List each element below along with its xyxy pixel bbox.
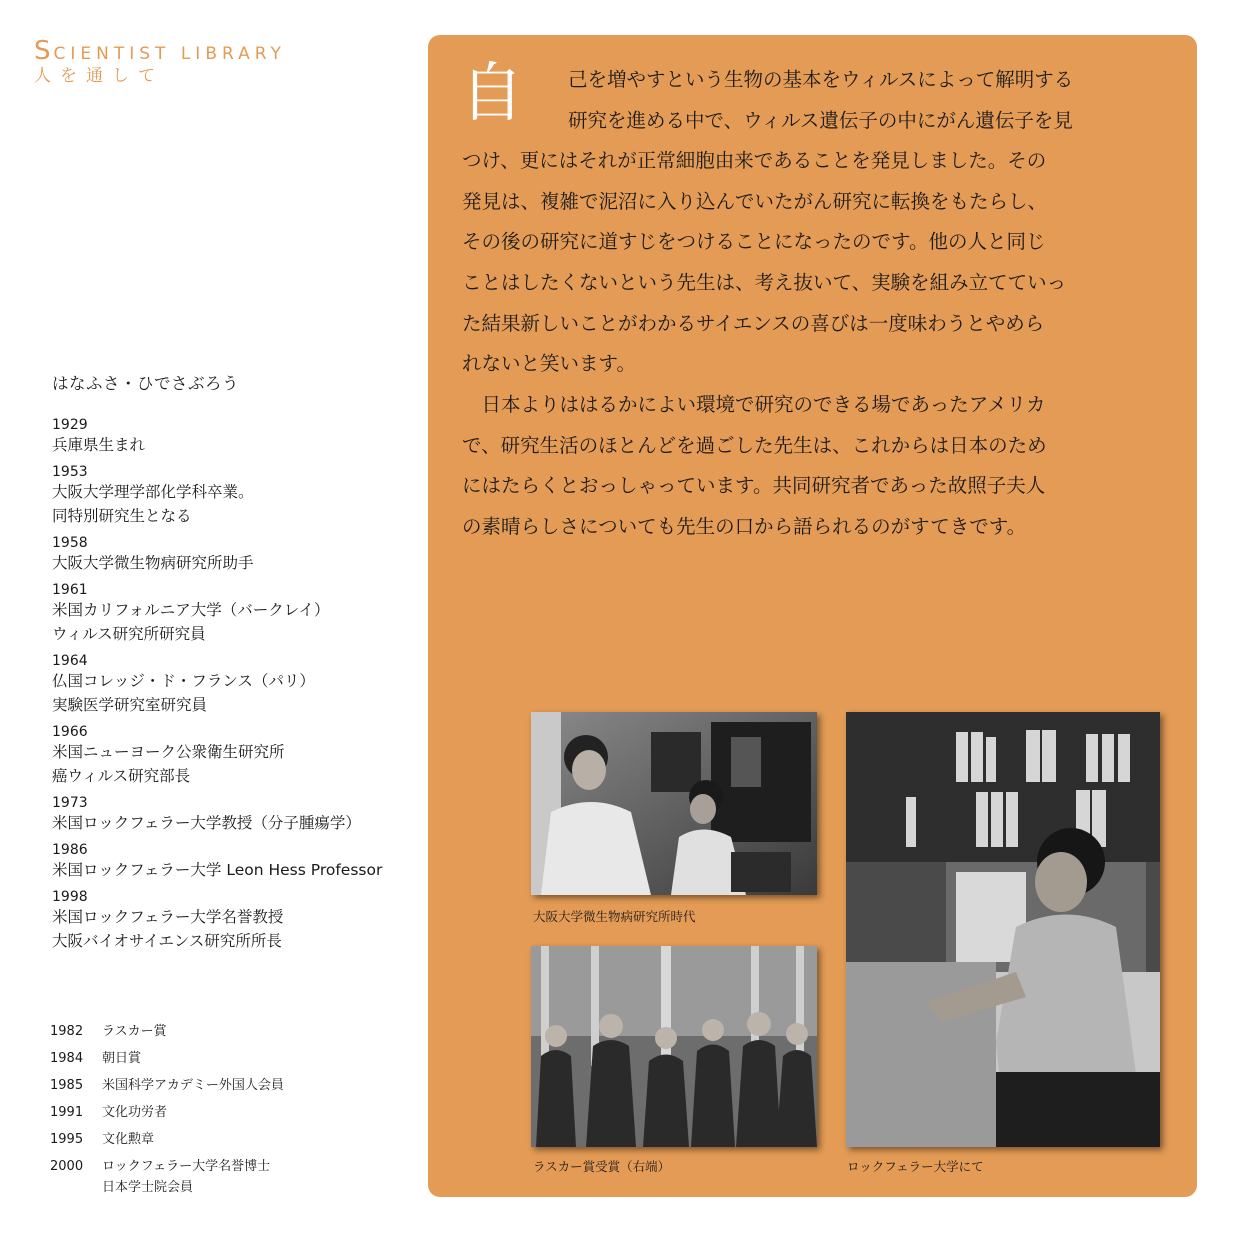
name-reading: はなふさ・ひでさぶろう [52, 374, 239, 393]
essay-line: つけ、更にはそれが正常細胞由来であることを発見しました。その [462, 149, 1047, 173]
essay-line: にはたらくとおっしゃっています。共同研究者であった故照子夫人 [462, 474, 1046, 498]
timeline-text: 実験医学研究室研究員 [52, 696, 208, 714]
timeline-entry [52, 724, 432, 788]
essay-line: れないと笑います。 [462, 352, 636, 376]
timeline-entry [52, 889, 432, 953]
award-name: 文化勲章 [102, 1132, 155, 1147]
timeline-entry [52, 582, 432, 646]
timeline-year: 1966 [52, 724, 88, 740]
timeline-text: 米国ロックフェラー大学 Leon Hess Professor [52, 861, 383, 879]
timeline-entry [52, 535, 432, 575]
award-item [50, 1072, 284, 1099]
award-name: 米国科学アカデミー外国人会員 [102, 1078, 284, 1093]
timeline-year: 1973 [52, 795, 88, 811]
timeline-year: 1958 [52, 535, 88, 551]
award-year: 1991 [50, 1105, 84, 1120]
timeline-text: 米国カリフォルニア大学（バークレイ） [52, 601, 330, 619]
award-name: 文化功労者 [102, 1105, 168, 1120]
drop-cap: 自 [460, 57, 524, 131]
award-year: 2000 [50, 1159, 84, 1174]
award-year: 1995 [50, 1132, 84, 1147]
timeline-year: 1929 [52, 417, 88, 433]
photo-rockefeller [846, 712, 1160, 1147]
essay-line: 研究を進める中で、ウィルス遺伝子の中にがん遺伝子を見 [568, 108, 1073, 132]
timeline-entry [52, 653, 432, 717]
award-name: 朝日賞 [102, 1051, 142, 1066]
photo-lasker-award [531, 946, 817, 1147]
award-year: 1985 [50, 1078, 84, 1093]
photo-osaka-lab [531, 712, 817, 895]
essay-line: 日本よりははるかによい環境で研究のできる場であったアメリカ [462, 393, 1046, 416]
essay-line: の素晴らしさについても先生の口から語られるのがすてきです。 [462, 514, 1027, 538]
timeline-entry [52, 795, 432, 835]
series-title [34, 38, 286, 85]
series-title-rest: CIENTIST LIBRARY [53, 44, 286, 64]
award-item [50, 1045, 284, 1072]
timeline-text: 大阪バイオサイエンス研究所所長 [52, 932, 282, 950]
timeline-text: 米国ニューヨーク公衆衛生研究所 [52, 743, 285, 761]
timeline-year: 1998 [52, 889, 88, 905]
timeline-entry [52, 464, 432, 528]
essay-paragraph-2 [462, 385, 1168, 547]
series-title-en [34, 38, 286, 64]
timeline-text: 大阪大学微生物病研究所助手 [52, 554, 254, 572]
series-title-initial: S [34, 36, 54, 66]
timeline-text: 仏国コレッジ・ド・フランス（パリ） [52, 672, 315, 690]
series-subtitle: 人を通して [34, 66, 164, 86]
timeline-text: 米国ロックフェラー大学名誉教授 [52, 908, 284, 926]
award-name: 日本学士院会員 [102, 1180, 194, 1195]
award-item [50, 1099, 284, 1126]
awards-list [50, 1018, 284, 1199]
caption-osaka: 大阪大学微生物病研究所時代 [533, 909, 696, 924]
timeline-year: 1953 [52, 464, 88, 480]
timeline-entry [52, 842, 432, 882]
award-item [50, 1018, 284, 1045]
timeline-entry [52, 417, 432, 457]
timeline-text: 同特別研究生となる [52, 507, 192, 525]
timeline-text: 兵庫県生まれ [52, 436, 146, 454]
award-name: ラスカー賞 [102, 1024, 167, 1039]
award-year: 1984 [50, 1051, 84, 1066]
award-name: ロックフェラー大学名誉博士 [102, 1159, 271, 1174]
timeline-text: 大阪大学理学部化学科卒業。 [52, 483, 254, 501]
essay-paragraph-1 [462, 60, 1168, 385]
timeline-year: 1964 [52, 653, 88, 669]
timeline-year: 1961 [52, 582, 88, 598]
essay-line: 己を増やすという生物の基本をウィルスによって解明する [568, 68, 1074, 91]
career-timeline [52, 417, 432, 960]
essay-line: 発見は、複雑で泥沼に入り込んでいたがん研究に転換をもたらし、 [462, 189, 1048, 213]
essay-line: た結果新しいことがわかるサイエンスの喜びは一度味わうとやめら [462, 311, 1045, 335]
timeline-year: 1986 [52, 842, 88, 858]
award-item [50, 1126, 284, 1153]
caption-lasker: ラスカー賞受賞（右端） [533, 1159, 671, 1174]
caption-rockefeller: ロックフェラー大学にて [847, 1159, 984, 1174]
timeline-text: ウィルス研究所研究員 [52, 625, 206, 643]
award-year: 1982 [50, 1024, 84, 1039]
award-item [50, 1153, 284, 1199]
essay-line: ことはしたくないという先生は、考え抜いて、実験を組み立てていっ [462, 270, 1067, 294]
essay-line: で、研究生活のほとんどを過ごした先生は、これからは日本のため [462, 433, 1047, 457]
timeline-text: 癌ウィルス研究部長 [52, 767, 191, 785]
timeline-text: 米国ロックフェラー大学教授（分子腫瘍学） [52, 814, 361, 832]
essay-line: その後の研究に道すじをつけることになったのです。他の人と同じ [462, 230, 1046, 254]
